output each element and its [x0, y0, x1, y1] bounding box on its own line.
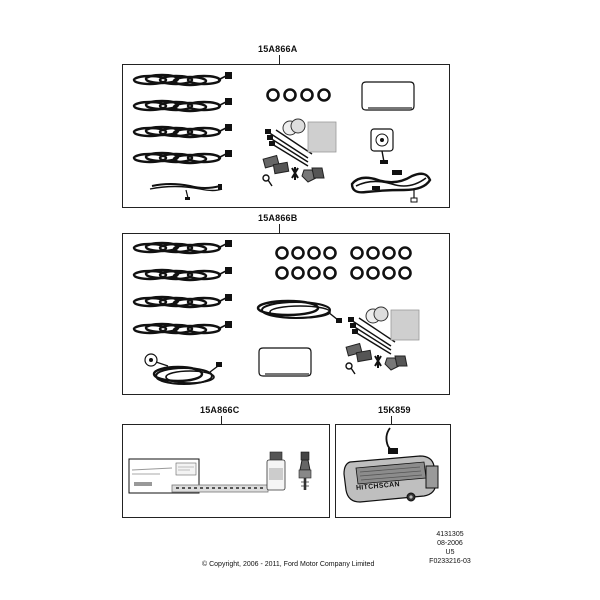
- kit-b-o-rings: [277, 248, 411, 279]
- illustration-number: 4131305: [436, 531, 464, 538]
- kit-d-product-text: HITCHSCAN: [355, 481, 401, 492]
- kit-a-main-harness: [352, 170, 430, 202]
- kit-a-o-rings: [268, 90, 330, 101]
- kit-b-extension-harness: [258, 301, 342, 323]
- kit-b-hardware: [346, 307, 419, 374]
- kit-c-strip: [172, 485, 268, 492]
- kit-a-hardware: [263, 119, 336, 186]
- kit-a-harness-coils: [134, 72, 232, 163]
- illustration-revision: U5: [445, 549, 455, 556]
- figure-id: F0233216-03: [429, 558, 471, 565]
- kit-b-sensor: [145, 354, 168, 366]
- kit-b-harness-coils: [134, 240, 232, 334]
- kit-b-gasket: [259, 348, 311, 376]
- illustration-date: 08-2006: [437, 540, 463, 547]
- kit-b-part-number: 15A866B: [258, 213, 298, 223]
- kit-c-fitting: [299, 452, 311, 490]
- kit-d-part-number: 15K859: [378, 405, 411, 415]
- kit-a-small-harness: [150, 184, 222, 200]
- kit-c-part-number: 15A866C: [200, 405, 240, 415]
- kit-a-gasket: [362, 82, 414, 110]
- copyright-notice: © Copyright, 2006 - 2011, Ford Motor Company Limited: [202, 561, 375, 568]
- kit-a-module: [371, 129, 393, 164]
- kit-a-part-number: 15A866A: [258, 44, 298, 54]
- kit-c-bottle: [267, 452, 285, 490]
